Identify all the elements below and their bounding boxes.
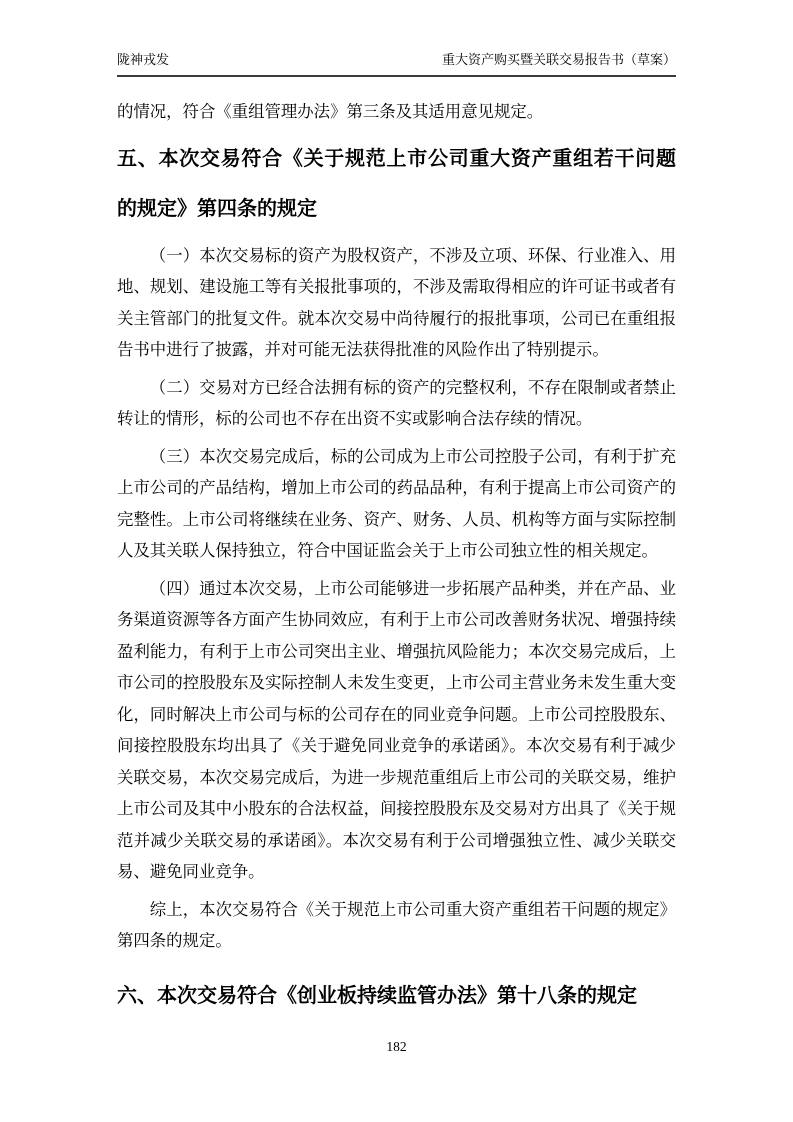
page-footer bbox=[117, 1038, 676, 1056]
paragraph-item-1: （一）本次交易标的资产为股权资产，不涉及立项、环保、行业准入、用地、规划、建设施工等有关报批事项的，不涉及需取得相应的许可证书或者有关主管部门的批复文件。就本次交易中尚待履行的报批事项，公司已在重组报告书中进行了披露，并对可能无法获得批准的风险作出了特别提示。 bbox=[117, 245, 676, 359]
paragraph-item-2: （二）交易对方已经合法拥有标的资产的完整权利，不存在限制或者禁止转让的情形，标的公司也不存在出资不实或影响合法存续的情况。 bbox=[117, 377, 676, 428]
paragraph-item-4: （四）通过本次交易，上市公司能够进一步拓展产品种类，并在产品、业务渠道资源等各方面产生协同效应，有利于上市公司改善财务状况、增强持续盈利能力，有利于上市公司突出主业、增强抗风险能力；本次交易完成后，上市公司的控股股东及实际控制人未发生变更，上市公司主营业务未发生重大变化，同时解决上市公司与标的公司存在的同业竞争问题。上市公司控股股东、间接控股股东均出具了《关于避免同业竞争的承诺函》。本次交易有利于减少关联交易，本次交易完成后，为进一步规范重组后上市公司的关联交易，维护上市公司及其中小股东的合法权益，间接控股股东及交易对方出具了《关于规范并减少关联交易的承诺函》。本次交易有利于公司增强独立性、减少关联交易、避免同业竞争。 bbox=[117, 578, 676, 881]
document-body bbox=[117, 96, 676, 1021]
paragraph-item-3: （三）本次交易完成后，标的公司成为上市公司控股子公司，有利于扩充上市公司的产品结构，增加上市公司的药品品种，有利于提高上市公司资产的完整性。上市公司将继续在业务、资产、财务、人员、机构等方面与实际控制人及其关联人保持独立，符合中国证监会关于上市公司独立性的相关规定。 bbox=[117, 446, 676, 560]
paragraph-conclusion: 综上，本次交易符合《关于规范上市公司重大资产重组若干问题的规定》第四条的规定。 bbox=[117, 899, 676, 950]
paragraph-intro-continuation: 的情况，符合《重组管理办法》第三条及其适用意见规定。 bbox=[117, 102, 544, 121]
header-company-name: 陇神戎发 bbox=[117, 52, 170, 67]
page-number: 182 bbox=[386, 1039, 407, 1054]
page-header bbox=[117, 52, 676, 77]
section-6-heading: 六、本次交易符合《创业板持续监管办法》第十八条的规定 bbox=[117, 984, 637, 1007]
section-5-heading: 五、本次交易符合《关于规范上市公司重大资产重组若干问题的规定》第四条的规定 bbox=[117, 147, 676, 220]
header-report-title: 重大资产购买暨关联交易报告书（草案） bbox=[441, 52, 676, 67]
